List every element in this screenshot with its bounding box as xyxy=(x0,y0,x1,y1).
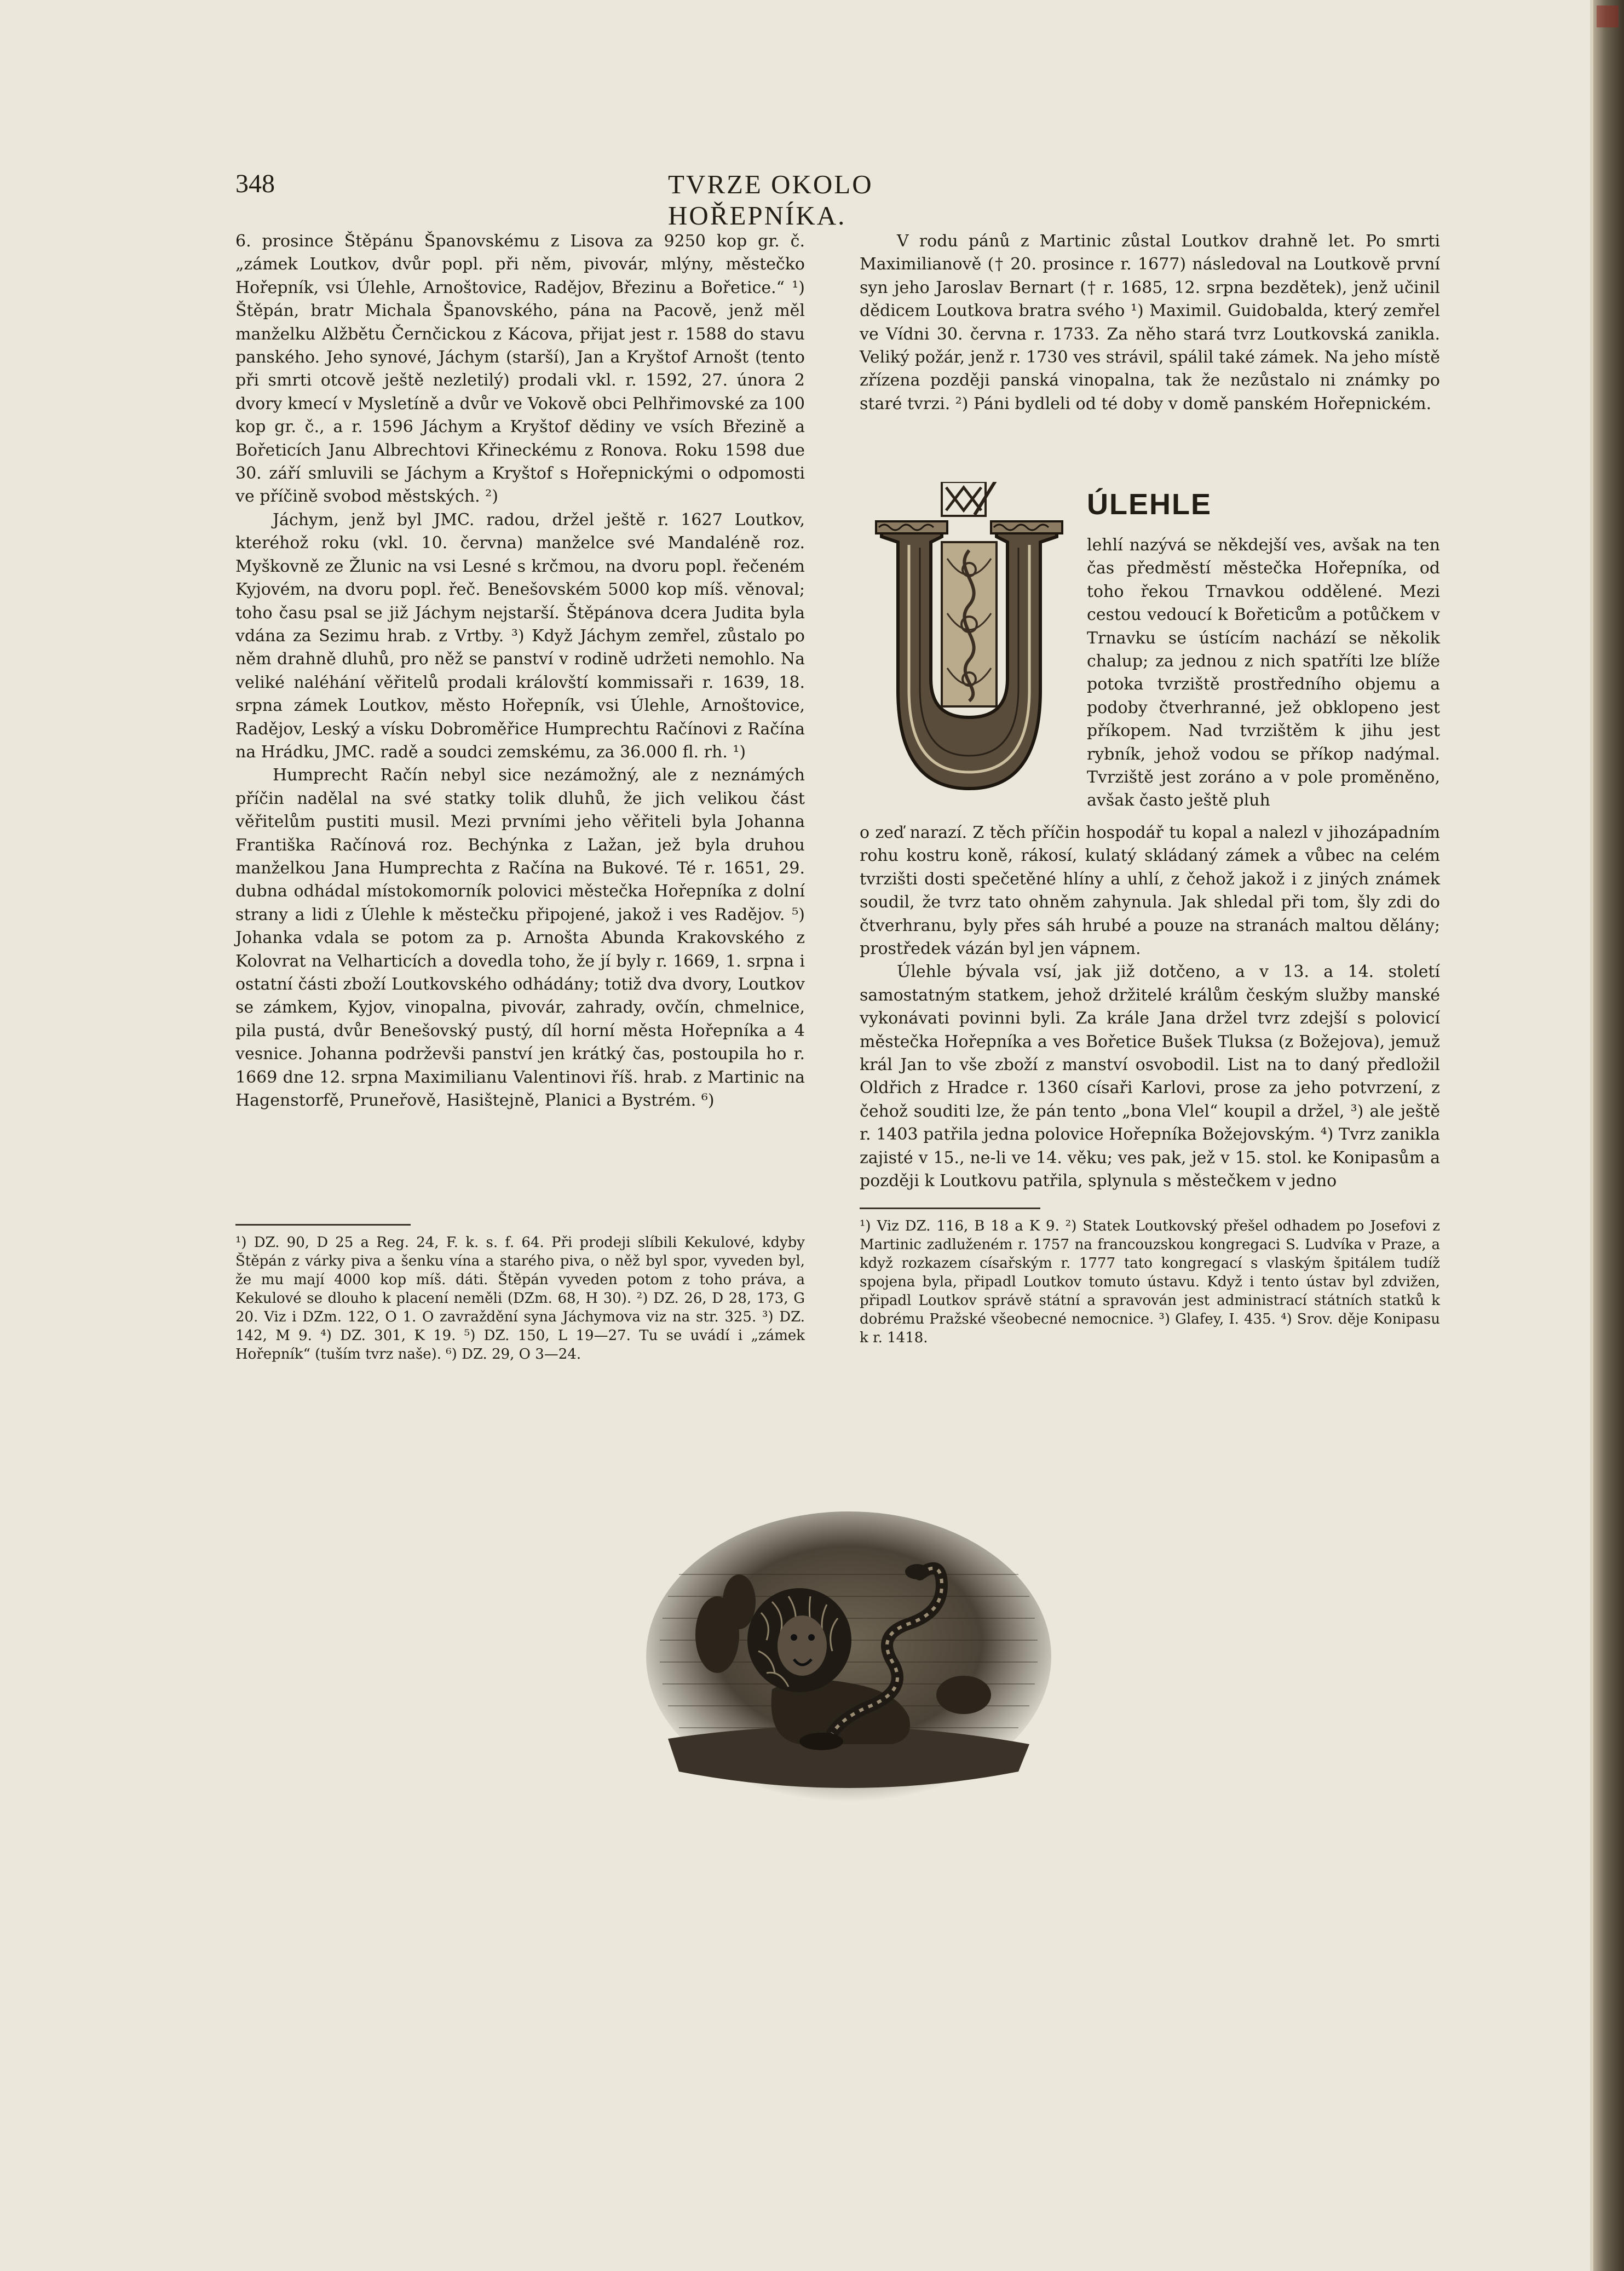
paragraph: Humprecht Račín nebyl sice nezámožný, ale z neznámých příčin nadělal na své statky tolik dluhů, že jich velikou část věřitelům pustiti musil. Mezi prvními jeho věřiteli byla Johanna Františka Račínová roz. Bechýnka z Lažan, jež byla druhou manželkou Jana Humprechta z Račína na Bukové. Té r. 1651, 29. dubna odhádal místokomorník polovici městečka Hořepníka z dolní strany a lidi z Úlehle k městečku připojené, jakož i ves Radějov. ⁵) Johanka vdala se potom za p. Arnošta Abunda Krakovského z Kolovrat na Velharticích a dovedla toho, že jí byly r. 1669, 1. srpna i ostatní části zboží Loutkovského odhádány; totiž dva dvory, Loutkov se zámkem, Kyjov, vinopalna, pivovár, zahrady, ovčín, chmelnice, pila pustá, dvůr Benešovský pustý, díl horní města Hořepníka a 4 vesnice. Johanna podrževši panství jen krátký čas, postoupila ho r. 1669 dne 12. srpna Maximilianu Valentinovi říš. hrab. z Martinic na Hagenstorfě, Pruneřově, Hasištejně, Planici a Bystrém. ⁶) xyxy=(235,766,805,1111)
section-heading: ÚLEHLE xyxy=(1087,488,1212,521)
ornamental-initial-u xyxy=(860,482,1079,800)
knot-ornament-icon xyxy=(942,482,997,516)
footnote-rule xyxy=(860,1208,1040,1209)
paragraph: Úlehle bývala vsí, jak již dotčeno, a v 13. a 14. století samostatným statkem, jehož držitelé králům českým služby manské vykonávati povinni byli. Za krále Jana držel tvrz zdejší s polovicí městečka Hořepníka a ves Bořetice Bušek Tluksa (z Božejova), jemuž král Jan to vše zboží z manství osvobodil. List na to daný předložil Oldřich z Hradce r. 1360 císaři Karlovi, prose za jeho potvrzení, z čehož souditi lze, že pán tento „bona Vlel“ koupil a držel, ³) ale ještě r. 1403 patřila jedna polovice Hořepníka Božejovským. ⁴) Tvrz zanikla zajisté v 15., ne-li ve 14. věku; ves pak, jež v 15. stol. ke Konipasům a později k Loutkovu patřila, splynula s městečkem v jedno xyxy=(860,962,1440,1191)
paragraph: 6. prosince Štěpánu Španovskému z Lisova za 9250 kop gr. č. „zámek Loutkov, dvůr popl. při něm, pivovár, mlýny, městečko Hořepník, vsi Úlehle, Arnoštovice, Radějov, Březinu a Bořetice.“ ¹) Štěpán, bratr Michala Španovského, pána na Pacově, jenž měl manželku Alžbětu Černčickou z Kácova, přijat jest r. 1588 do stavu panského. Jeho synové, Jáchym (starší), Jan a Kryštof Arnošt (tento při smrti otcově ještě nezletilý) prodali vkl. r. 1592, 27. února 2 dvory kmecí v Mysletíně a dvůr ve Vokově obci Pelhřimovské za 100 kop gr. č., a r. 1596 Jáchym a Kryštof dědiny ve vsích Březině a Bořeticích Janu Albrechtovi Křineckému z Ronova. Roku 1598 due 30. září smluvili se Jáchym a Kryštof s Hořepnickými o odpomosti ve příčině svobod městských. ²) xyxy=(235,232,805,507)
footnotes-left xyxy=(235,1233,805,1364)
footnotes-right xyxy=(860,1217,1440,1347)
section-intro xyxy=(1087,534,1440,813)
footnote-rule xyxy=(235,1224,411,1226)
paragraph: Jáchym, jenž byl JMC. radou, držel ještě r. 1627 Loutkov, kteréhož roku (vkl. 10. června) manželce své Mandaléně roz. Myškovně ze Žlunic na vsi Lesné s krčmou, na dvoru popl. řečeném Kyjovém, na dvoru popl. řeč. Benešovském 5000 kop míš. věnoval; toho času psal se již Jáchym nejstarší. Štěpánova dcera Judita byla vdána za Sezimu hrab. z Vrtby. ³) Když Jáchym zemřel, zůstalo po něm drahně dluhů, pro něž se panství v rodině udržeti nemohlo. Na veliké naléhání věřitelů prodali královští kommissaři r. 1639, 18. srpna zámek Loutkov, město Hořepník, vsi Úlehle, Arnoštovice, Radějov, Leský a vísku Dobroměřice Humprechtu Račínovi z Račína na Hrádku, JMC. radě a soudci zemskému, za 36.000 fl. rh. ¹) xyxy=(235,510,805,762)
paragraph: lehlí nazývá se někdejší ves, avšak na ten čas předměstí městečka Hořepníka, od toho řekou Trnavkou oddělené. Mezi cestou vedoucí k Bořeticům a potůčkem v Trnavku se ústícím nachází se několik chalup; za jednou z nich spatříti lze blíže potoka tvrziště prostředního objemu a podoby čtverhranné, jež obklopeno jest příkopem. Nad tvrzištěm k jihu jest rybník, jehož vodou se příkop nadýmal. Tvrziště jest zoráno a v pole proměněno, avšak často ještě pluh xyxy=(1087,536,1440,810)
right-column xyxy=(860,230,1440,416)
footnote-text: ¹) DZ. 90, D 25 a Reg. 24, F. k. s. f. 64. Při prodeji slíbili Kekulové, kdyby Štěpán z várky piva a šenku vína a starého piva, o něž byl spor, vyveden byl, že mu mají 4000 kop míš. dáti. Štěpán vyveden potom z toho práva, a Kekulové se dlouho k placení neměli (DZm. 68, H 30). ²) DZ. 26, D 28, 173, G 20. Viz i DZm. 122, O 1. O zavraždění syna Jáchymova viz na str. 325. ³) DZ. 142, M 9. ⁴) DZ. 301, K 19. ⁵) DZ. 150, L 19—27. Tu se uvádí i „zámek Hořepník“ (tuším tvrz naše). ⁶) DZ. 29, O 3—24. xyxy=(235,1234,805,1362)
running-title: TVRZE OKOLO HOŘEPNÍKA. xyxy=(668,169,873,231)
corner-mark xyxy=(1597,5,1619,27)
paragraph: o zeď narazí. Z těch příčin hospodář tu kopal a nalezl v jihozápadním rohu kostru koně, rákosí, kulatý skládaný zámek a vůbec na celém tvrzišti dosti spečetěné hlíny a uhlí, z čehož jakož i z jiných známek soudil, že tvrz tato ohněm zahynula. Jak shledal při tom, šly zdi do čtverhranu, byly přes sáh hrubé a pouze na stranách maltou dělány; prostředek vázán byl jen vápnem. xyxy=(860,823,1440,959)
book-spine xyxy=(1593,0,1624,2271)
section-body xyxy=(860,821,1440,1193)
footnote-text: ¹) Viz DZ. 116, B 18 a K 9. ²) Statek Loutkovský přešel odhadem po Josefovi z Martinic zadluženém r. 1757 na francouzskou kongregaci S. Ludvíka v Praze, a když rozkazem císařským r. 1777 tato kongregací s vlaským špitálem tudíž spojena byla, připadl Loutkov tomuto ústavu. Když i tento ústav byl zdvižen, připadl Loutkov správě státní a spravován jest administrací státních statků k dobrému Pražské všeobecné nemocnice. ³) Glafey, I. 435. ⁴) Srov. děje Konipasu k r. 1418. xyxy=(860,1218,1440,1346)
page-header xyxy=(235,164,1035,231)
page-number: 348 xyxy=(235,169,275,198)
paragraph: V rodu pánů z Martinic zůstal Loutkov drahně let. Po smrti Maximilianově († 20. prosince r. 1677) následoval na Loutkově první syn jeho Jaroslav Bernart († r. 1685, 12. srpna bezdětek), jenž učinil dědicem Loutkova bratra svého ¹) Maximil. Guidobalda, který zemřel ve Vídni 30. června r. 1733. Za něho stará tvrz Loutkovská zanikla. Veliký požár, jenž r. 1730 ves strávil, spálil také zámek. Na jeho místě zřízena později panská vinopalna, tak že nezůstalo ni známky po staré tvrzi. ²) Páni bydleli od té doby v domě panském Hořepnickém. xyxy=(860,232,1440,413)
left-column xyxy=(235,230,805,1112)
lion-serpent-illustration xyxy=(635,1509,1062,1810)
